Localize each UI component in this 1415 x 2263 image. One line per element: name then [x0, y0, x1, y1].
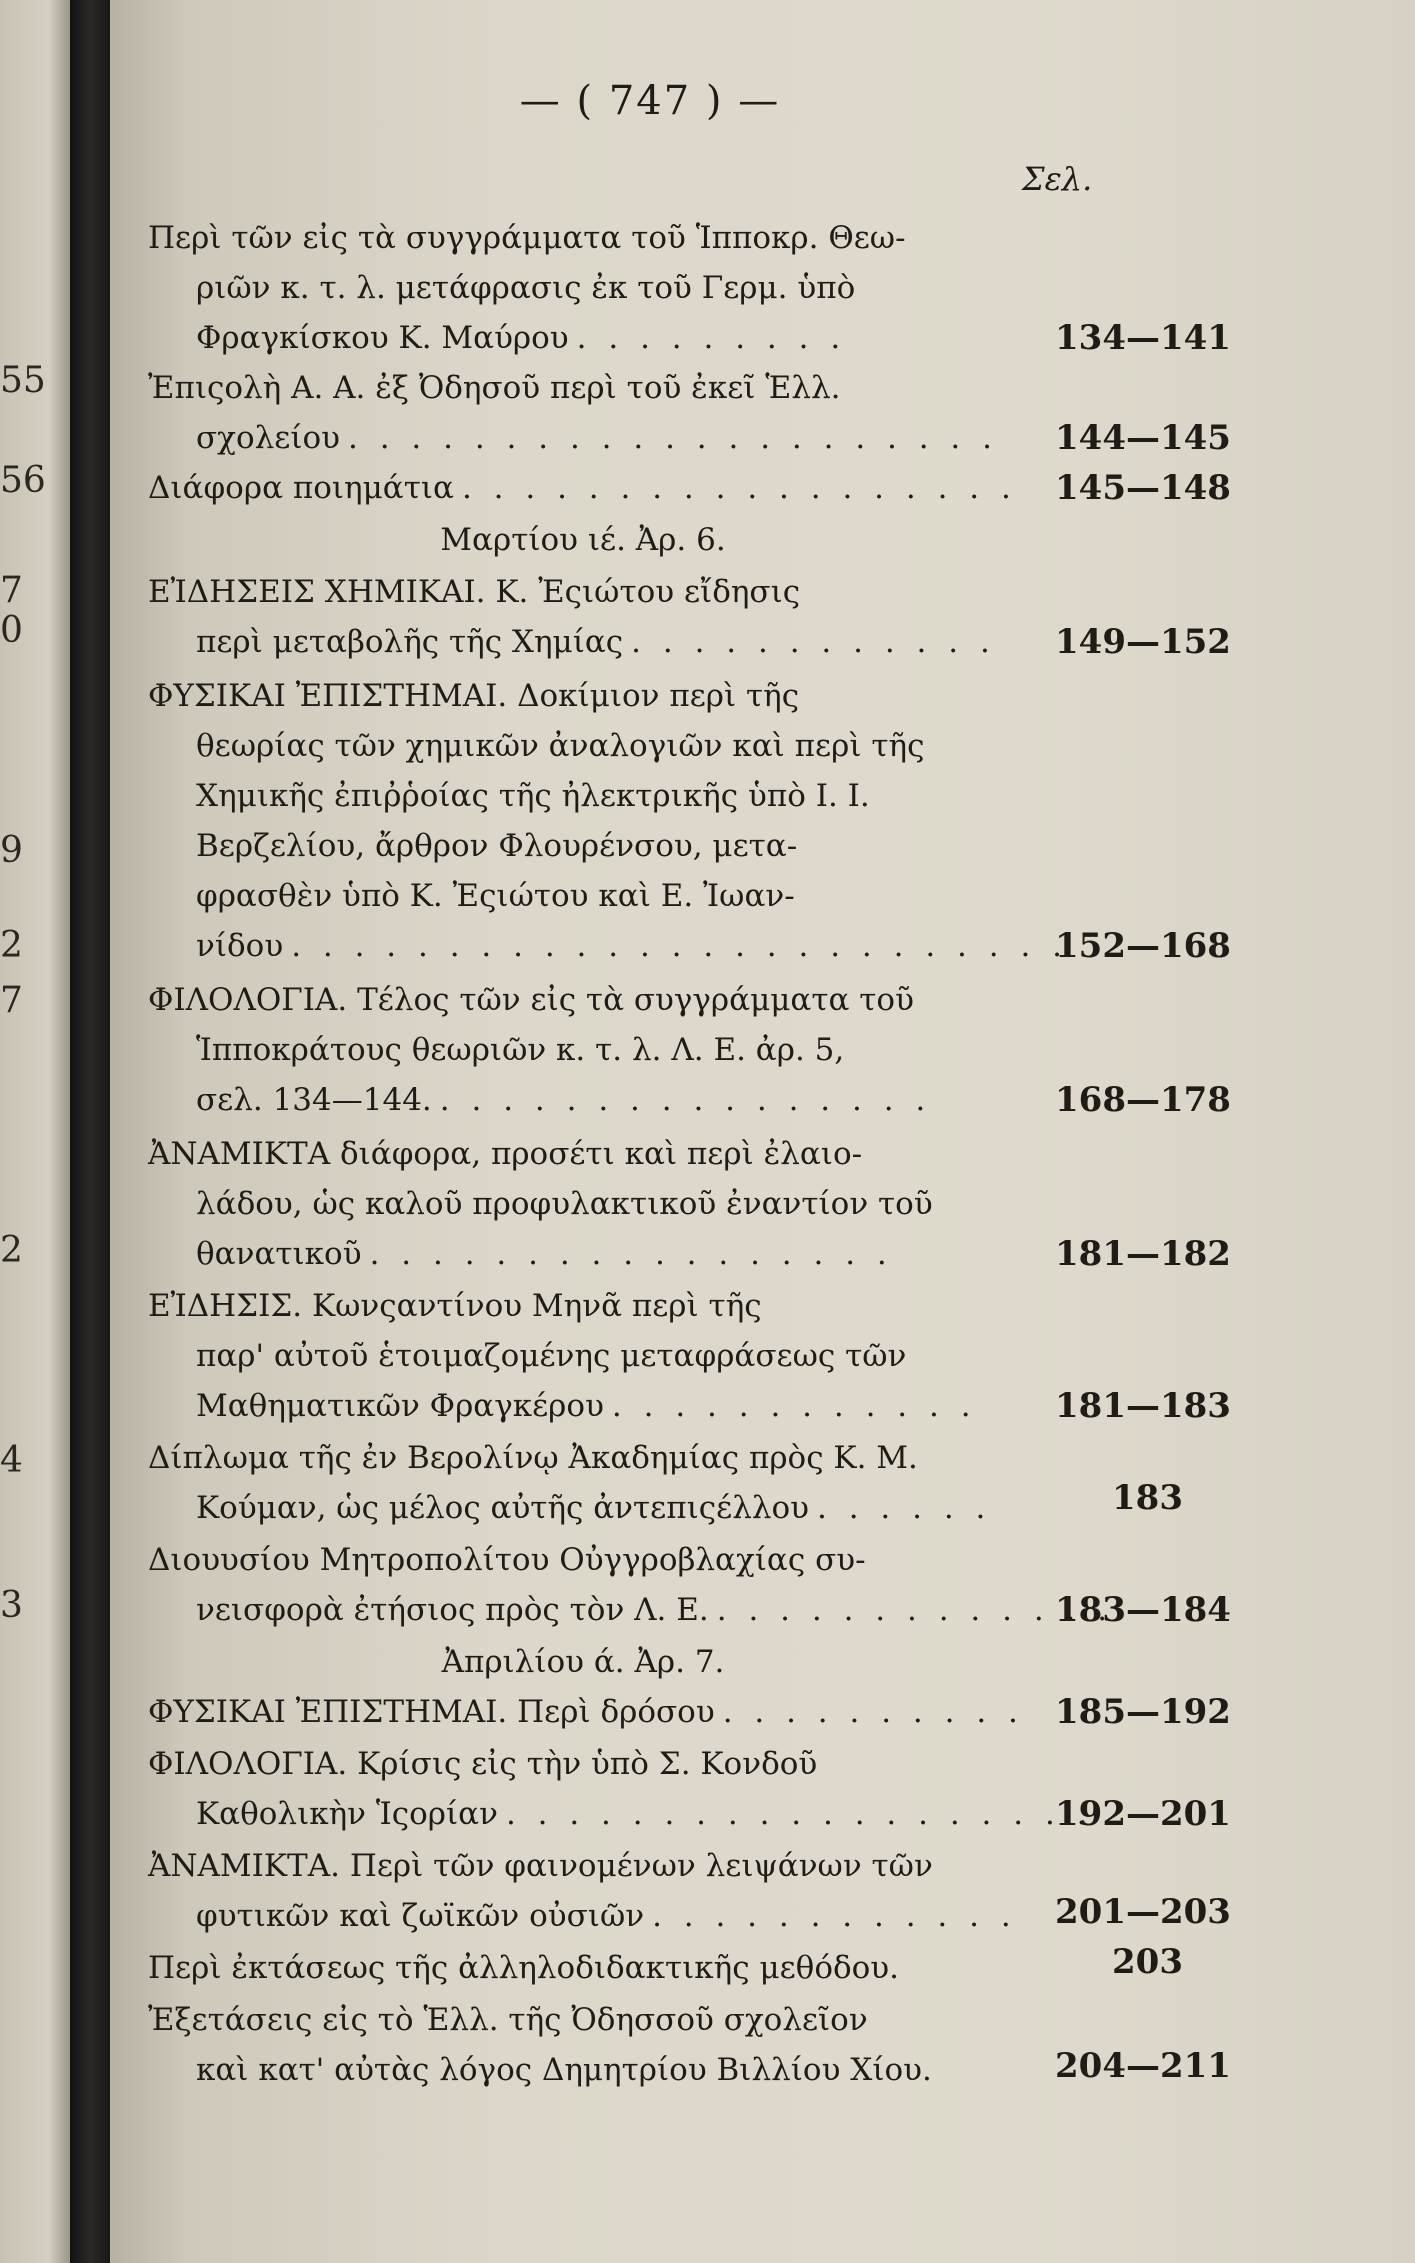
toc-line: νεισφορὰ ἐτήσιος πρὸς τὸν Λ. Ε. . . . . . . . . . . . . .	[196, 1592, 1114, 1628]
margin-number: 2	[0, 925, 23, 966]
toc-line: περὶ μεταβολῆς τῆς Χημίας . . . . . . . . . . . .	[196, 624, 996, 660]
page-number: — ( 747 ) —	[519, 78, 781, 124]
toc-line: ΕἸΔΗΣΙΣ. Κωνςαντίνου Μηνᾶ περὶ τῆς	[148, 1288, 762, 1324]
toc-page-range: 183—184	[1055, 1590, 1231, 1630]
margin-number: 4	[0, 1440, 23, 1481]
toc-line: ΕἸΔΗΣΕΙΣ ΧΗΜΙΚΑΙ. Κ. Ἐςιώτου εἴδησις	[148, 574, 801, 610]
toc-line: θεωρίας τῶν χημικῶν ἀναλογιῶν καὶ περὶ τῆς	[196, 728, 925, 764]
adjacent-page-edge	[0, 0, 70, 2263]
toc-line: Διουυσίου Μητροπολίτου Οὐγγροβλαχίας συ-	[148, 1542, 866, 1578]
toc-line: ἈΝΑΜΙΚΤΑ διάφορα, προσέτι καὶ περὶ ἐλαιο-	[148, 1136, 863, 1172]
toc-line: Περὶ τῶν εἰς τὰ συγγράμματα τοῦ Ἱπποκρ. Θεω-	[148, 220, 906, 256]
toc-line: Βερζελίου, ἄρθρον Φλουρένσου, μετα-	[196, 828, 798, 864]
toc-page-range: 149—152	[1055, 622, 1231, 662]
toc-line: λάδου, ὡς καλοῦ προφυλακτικοῦ ἐναντίον τοῦ	[196, 1186, 933, 1222]
margin-number: 9	[0, 830, 23, 871]
toc-line: Ἐξετάσεις εἰς τὸ Ἑλλ. τῆς Ὀδησσοῦ σχολεῖον	[148, 2002, 868, 2038]
page-column-header: Σελ.	[1022, 160, 1093, 198]
toc-line: Χημικῆς ἐπιῤῥοίας τῆς ἠλεκτρικῆς ὑπὸ Ι. Ι.	[196, 778, 870, 814]
toc-page-range: 204—211	[1055, 2046, 1231, 2086]
toc-page-range: 185—192	[1055, 1692, 1231, 1732]
toc-line: ΦΥΣΙΚΑΙ ἘΠΙΣΤΗΜΑΙ. Δοκίμιον περὶ τῆς	[148, 678, 800, 714]
margin-number: 56	[0, 460, 46, 501]
margin-number: 3	[0, 1585, 23, 1626]
toc-page-range: 192—201	[1055, 1794, 1231, 1834]
toc-line: Κούμαν, ὡς μέλος αὐτῆς ἀντεπιςέλλου . . . . . .	[196, 1490, 992, 1526]
toc-page-range: 183	[1112, 1478, 1183, 1518]
toc-page-range: 181—183	[1055, 1386, 1231, 1426]
issue-heading: Μαρτίου ιέ. Ἀρ. 6.	[440, 522, 726, 558]
toc-line: φρασθὲν ὑπὸ Κ. Ἐςιώτου καὶ Ε. Ἰωαν-	[196, 878, 795, 914]
toc-line: ΦΙΛΟΛΟΓΙΑ. Κρίσις εἰς τὴν ὑπὸ Σ. Κονδοῦ	[148, 1746, 818, 1782]
toc-line: καὶ κατ' αὐτὰς λόγος Δημητρίου Βιλλίου Χίου.	[196, 2052, 932, 2088]
toc-line: Φραγκίσκου Κ. Μαύρου . . . . . . . . .	[196, 320, 847, 356]
toc-page-range: 145—148	[1055, 468, 1231, 508]
toc-page-range: 201—203	[1055, 1892, 1231, 1932]
toc-line: ριῶν κ. τ. λ. μετάφρασις ἐκ τοῦ Γερμ. ὑπὸ	[196, 270, 856, 306]
toc-line: ἈΝΑΜΙΚΤΑ. Περὶ τῶν φαινομένων λειψάνων τῶν	[148, 1848, 933, 1884]
toc-line: Καθολικὴν Ἱςορίαν . . . . . . . . . . . . . . . . . . .	[196, 1796, 1093, 1832]
toc-page-range: 152—168	[1055, 926, 1231, 966]
book-gutter	[70, 0, 110, 2263]
issue-heading: Ἀπριλίου ά. Ἀρ. 7.	[441, 1644, 725, 1680]
margin-number: 0	[0, 610, 23, 651]
toc-page-range: 203	[1112, 1942, 1183, 1982]
toc-line: Ἐπιςολὴ Α. Α. ἐξ Ὀδησοῦ περὶ τοῦ ἐκεῖ Ἑλλ.	[148, 370, 841, 406]
toc-page-range: 168—178	[1055, 1080, 1231, 1120]
toc-line: Μαθηματικῶν Φραγκέρου . . . . . . . . . . . .	[196, 1388, 977, 1424]
toc-line: Περὶ ἐκτάσεως τῆς ἀλληλοδιδακτικῆς μεθόδου.	[148, 1950, 900, 1986]
toc-line: σελ. 134—144. . . . . . . . . . . . . . . . .	[196, 1082, 932, 1118]
toc-page-range: 181—182	[1055, 1234, 1231, 1274]
toc-line: Δίπλωμα τῆς ἐν Βερολίνῳ Ἀκαδημίας πρὸς Κ. Μ.	[148, 1440, 918, 1476]
toc-page-range: 134—141	[1055, 318, 1231, 358]
toc-page-range: 144—145	[1055, 418, 1231, 458]
toc-line: θανατικοῦ . . . . . . . . . . . . . . . . .	[196, 1236, 893, 1272]
toc-line: σχολείου . . . . . . . . . . . . . . . . . . . . .	[196, 420, 998, 456]
toc-line: φυτικῶν καὶ ζωϊκῶν οὐσιῶν . . . . . . . . . . . .	[196, 1898, 1017, 1934]
toc-line: παρ' αὐτοῦ ἑτοιμαζομένης μεταφράσεως τῶν	[196, 1338, 907, 1374]
toc-line: ΦΥΣΙΚΑΙ ἘΠΙΣΤΗΜΑΙ. Περὶ δρόσου . . . . . . . . . .	[148, 1694, 1024, 1730]
margin-number: 55	[0, 360, 46, 401]
margin-number: 7	[0, 980, 23, 1021]
toc-line: Διάφορα ποιημάτια . . . . . . . . . . . . . . . . . .	[148, 470, 1017, 506]
toc-line: Ἱπποκράτους θεωριῶν κ. τ. λ. Λ. Ε. ἀρ. 5,	[196, 1032, 845, 1068]
toc-line: νίδου . . . . . . . . . . . . . . . . . . . . . . . . .	[196, 928, 1069, 964]
margin-number: 2	[0, 1230, 23, 1271]
margin-number: 7	[0, 570, 23, 611]
toc-line: ΦΙΛΟΛΟΓΙΑ. Τέλος τῶν εἰς τὰ συγγράμματα τοῦ	[148, 982, 914, 1018]
